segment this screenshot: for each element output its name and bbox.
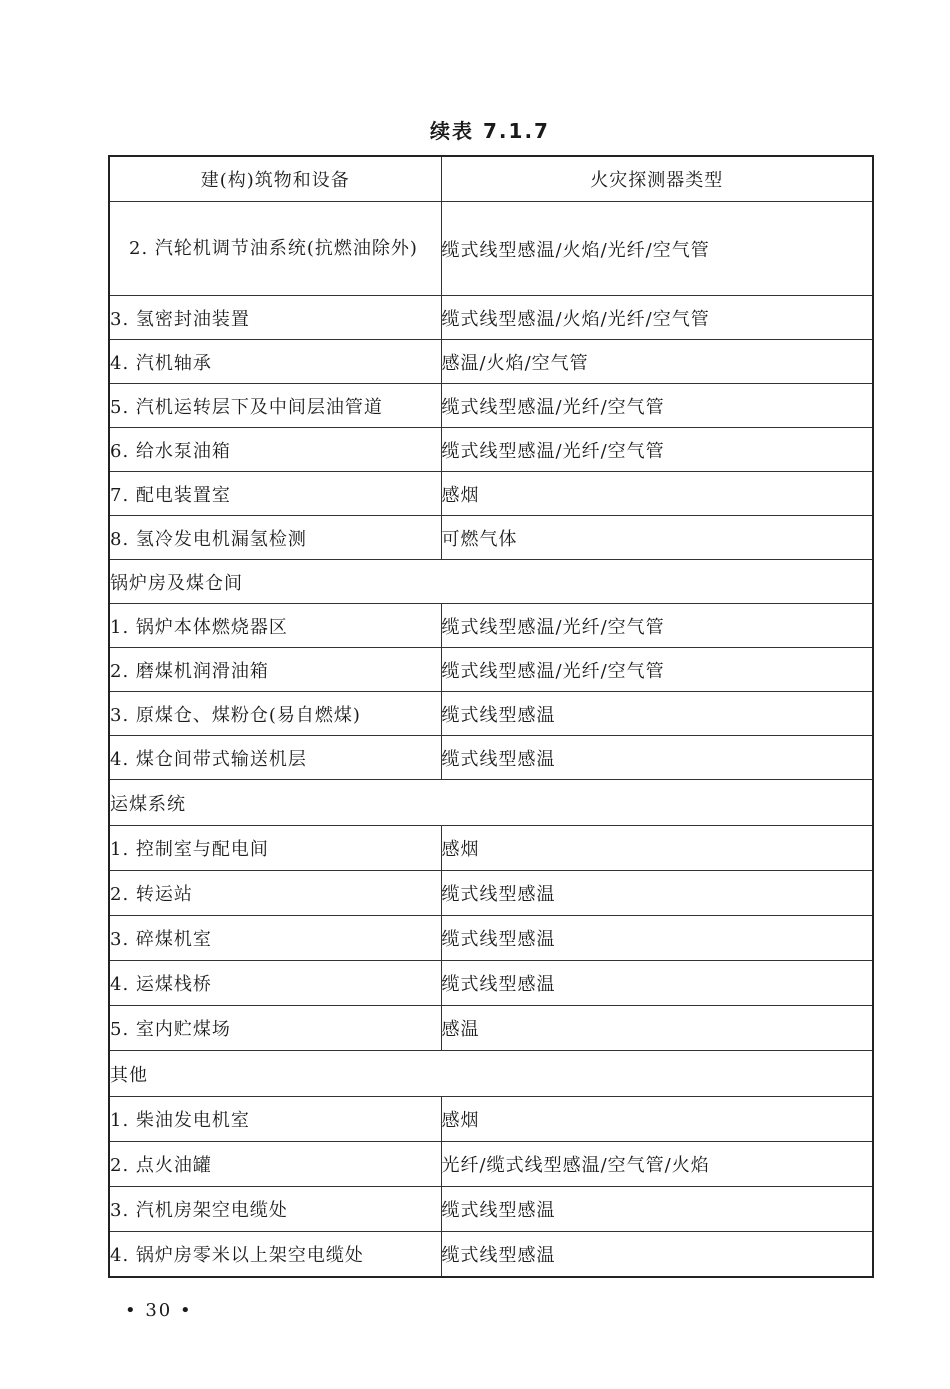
row-label: 3. 原煤仓、煤粉仓(易自燃煤)	[109, 692, 441, 736]
row-value: 缆式线型感温/光纤/空气管	[441, 604, 873, 648]
row-label: 8. 氢冷发电机漏氢检测	[109, 516, 441, 560]
section-heading: 运煤系统	[109, 780, 873, 826]
row-value: 感烟	[441, 826, 873, 871]
table-row	[109, 916, 873, 961]
row-label: 3. 汽机房架空电缆处	[109, 1187, 441, 1232]
row-value: 缆式线型感温/火焰/光纤/空气管	[441, 296, 873, 340]
table-row	[109, 516, 873, 560]
row-label: 1. 锅炉本体燃烧器区	[109, 604, 441, 648]
row-label: 4. 煤仓间带式输送机层	[109, 736, 441, 780]
table-row	[109, 648, 873, 692]
row-value: 缆式线型感温	[441, 692, 873, 736]
row-value: 缆式线型感温/火焰/光纤/空气管	[441, 202, 873, 296]
table-row	[109, 961, 873, 1006]
table-row	[109, 1097, 873, 1142]
row-value: 缆式线型感温	[441, 1187, 873, 1232]
table-header-row	[109, 156, 873, 202]
row-value: 缆式线型感温	[441, 961, 873, 1006]
table-row	[109, 202, 873, 296]
table-row	[109, 340, 873, 384]
row-label: 4. 汽机轴承	[109, 340, 441, 384]
table-row	[109, 604, 873, 648]
table-row	[109, 826, 873, 871]
row-label: 2. 转运站	[109, 871, 441, 916]
section-row	[109, 560, 873, 604]
section-heading: 其他	[109, 1051, 873, 1097]
row-label: 6. 给水泵油箱	[109, 428, 441, 472]
row-value: 缆式线型感温/光纤/空气管	[441, 428, 873, 472]
table-row	[109, 1187, 873, 1232]
row-value: 缆式线型感温	[441, 736, 873, 780]
row-label: 3. 氢密封油装置	[109, 296, 441, 340]
table-row	[109, 736, 873, 780]
row-value: 可燃气体	[441, 516, 873, 560]
table-row	[109, 384, 873, 428]
detector-type-table	[108, 155, 874, 1278]
section-row	[109, 780, 873, 826]
row-value: 缆式线型感温/光纤/空气管	[441, 384, 873, 428]
row-value: 缆式线型感温	[441, 1232, 873, 1278]
table-row	[109, 1142, 873, 1187]
row-label: 4. 锅炉房零米以上架空电缆处	[109, 1232, 441, 1278]
table-row	[109, 428, 873, 472]
row-value: 感温/火焰/空气管	[441, 340, 873, 384]
row-label: 4. 运煤栈桥	[109, 961, 441, 1006]
row-label: 3. 碎煤机室	[109, 916, 441, 961]
row-value: 感温	[441, 1006, 873, 1051]
row-label: 7. 配电装置室	[109, 472, 441, 516]
page-number: • 30 •	[125, 1300, 193, 1321]
table-row	[109, 472, 873, 516]
section-row	[109, 1051, 873, 1097]
column-header-detector-type: 火灾探测器类型	[441, 156, 873, 202]
row-value: 缆式线型感温	[441, 916, 873, 961]
table-row	[109, 1006, 873, 1051]
row-label: 1. 控制室与配电间	[109, 826, 441, 871]
row-value: 光纤/缆式线型感温/空气管/火焰	[441, 1142, 873, 1187]
section-heading: 锅炉房及煤仓间	[109, 560, 873, 604]
table-row	[109, 296, 873, 340]
row-value: 缆式线型感温/光纤/空气管	[441, 648, 873, 692]
row-label: 2. 磨煤机润滑油箱	[109, 648, 441, 692]
row-value: 缆式线型感温	[441, 871, 873, 916]
row-value: 感烟	[441, 1097, 873, 1142]
row-value: 感烟	[441, 472, 873, 516]
column-header-building: 建(构)筑物和设备	[109, 156, 441, 202]
row-label: 2. 汽轮机调节油系统(抗燃油除外)	[109, 202, 441, 296]
row-label: 5. 室内贮煤场	[109, 1006, 441, 1051]
row-label: 5. 汽机运转层下及中间层油管道	[109, 384, 441, 428]
page-title: 续表 7.1.7	[430, 119, 550, 143]
table-row	[109, 1232, 873, 1278]
row-label: 1. 柴油发电机室	[109, 1097, 441, 1142]
table-row	[109, 871, 873, 916]
table-row	[109, 692, 873, 736]
row-label: 2. 点火油罐	[109, 1142, 441, 1187]
